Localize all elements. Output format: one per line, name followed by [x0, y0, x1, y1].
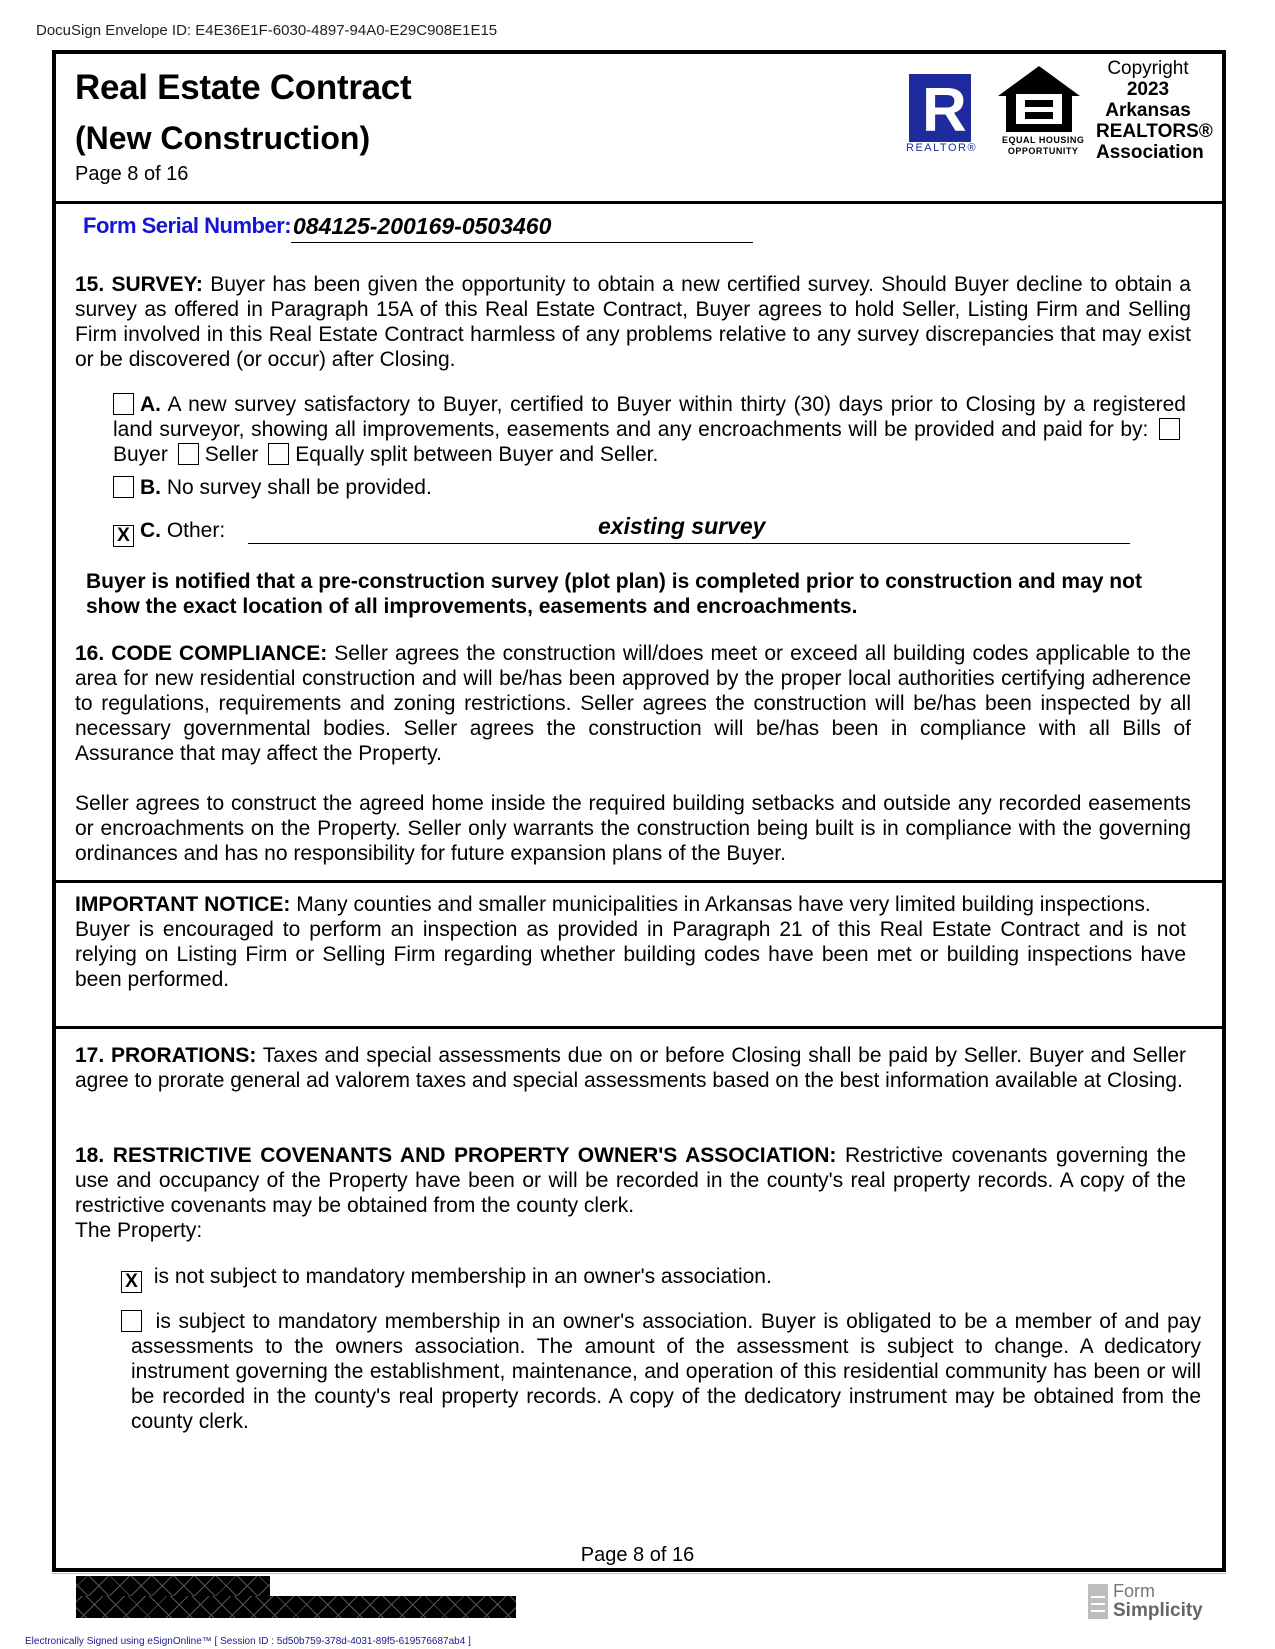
esign-session-note: Electronically Signed using eSignOnline™ [ Session ID : 5d50b759-378d-4031-89f5-619576687ab4 ] [25, 1636, 471, 1647]
form-serial-label: Form Serial Number: [83, 213, 292, 238]
document-title: Real Estate Contract [75, 68, 412, 107]
checkbox-option-b[interactable] [113, 476, 134, 498]
copyright-org: Arkansas [1105, 100, 1191, 121]
section-text: Buyer has been given the opportunity to obtain a new certified survey. Should Buyer decline to obtain a survey as offered in Paragraph 15A of this Real Estate Contract, Buyer agrees to hold Seller, Listing Firm and Selling Firm involved in this Real Estate Contract harmless of any problems relative to any survey discrepancies that may exist or be discovered (or occur) after Closing. [75, 273, 1191, 371]
form-simplicity-logo [1113, 1582, 1203, 1620]
section-heading: 18. RESTRICTIVE COVENANTS AND PROPERTY OWNER'S ASSOCIATION: [75, 1144, 837, 1167]
section-18-covenants [75, 1143, 1186, 1243]
hoa-option-subject [121, 1309, 1201, 1434]
option-letter: B. [140, 476, 161, 499]
section-17-prorations [75, 1043, 1186, 1093]
survey-option-b [113, 475, 432, 500]
checkbox-paid-by-buyer[interactable] [1159, 418, 1180, 440]
payer-label: Seller [204, 443, 259, 466]
redacted-signature [76, 1596, 516, 1618]
section-15-survey [75, 272, 1191, 372]
other-survey-field[interactable]: existing survey [598, 513, 766, 539]
eho-line2: OPPORTUNITY [1007, 146, 1079, 156]
section-16-code-compliance [75, 641, 1191, 766]
notice-text: Many counties and smaller municipalities in Arkansas have very limited building inspections. [290, 893, 1151, 916]
payer-label: Buyer [113, 443, 168, 466]
other-underline [248, 543, 1130, 544]
section-16-setbacks: Seller agrees to construct the agreed home inside the required building setbacks and outside any recorded easements or encroachments on the Property. Seller only warrants the construction being built is in compliance with the governing ordinances and has no responsibility for future expansion plans of the Buyer. [75, 792, 1191, 865]
footer-page-number: Page 8 of 16 [580, 1544, 695, 1566]
form-serial-value[interactable]: 084125-200169-0503460 [293, 213, 552, 239]
option-text: A new survey satisfactory to Buyer, certified to Buyer within thirty (30) days prior to Closing by a registered land surveyor, showing all improvements, easements and any encroachments will be provided and paid for by: [113, 393, 1186, 441]
option-text: No survey shall be provided. [161, 476, 432, 499]
section-text: Restrictive covenants governing the use and occupancy of the Property have been or will be recorded in the county's real property records. A copy of the restrictive covenants may be obtained from the county clerk. [75, 1144, 1186, 1217]
checkbox-not-subject-hoa[interactable]: X [121, 1271, 142, 1293]
serial-underline [291, 242, 753, 243]
option-letter: C. [140, 519, 161, 542]
property-lead: The Property: [75, 1219, 203, 1242]
copyright-year: 2023 [1126, 79, 1170, 100]
checkbox-option-c[interactable]: X [113, 525, 134, 547]
option-letter: A. [140, 393, 161, 416]
copyright-block [1096, 58, 1213, 163]
option-text: is subject to mandatory membership in an owner's association. Buyer is obligated to be a member of and pay assessments to the owners association. The amount of the assessment is subject to change. A dedicatory instrument governing the establishment, maintenance, and operation of this residential community has been or will be recorded in the county's real property records. A copy of the dedicatory instrument may be obtained from the county clerk. [131, 1310, 1201, 1433]
signature-divider [52, 1573, 1226, 1574]
notice-text-2: Buyer is encouraged to perform an inspection as provided in Paragraph 21 of this Real Estate Contract and is not relying on Listing Firm or Selling Firm regarding whether building codes have been met or building inspections have been performed. [75, 918, 1186, 991]
header-page-number: Page 8 of 16 [75, 163, 189, 185]
equal-housing-icon [996, 64, 1082, 134]
copyright-org: REALTORS® [1096, 121, 1213, 142]
option-text: Other: [161, 519, 226, 542]
header-divider [52, 201, 1226, 204]
hoa-option-not-subject [121, 1264, 772, 1293]
realtor-r-glyph: R [922, 76, 967, 145]
section-text: Taxes and special assessments due on or before Closing shall be paid by Seller. Buyer and Seller agree to prorate general ad valorem taxes and special assessments based on the best information available at Closing. [75, 1044, 1186, 1092]
copyright-line: Copyright [1107, 58, 1189, 79]
section-heading: 16. CODE COMPLIANCE: [75, 642, 328, 665]
eho-line1: EQUAL HOUSING [1002, 135, 1085, 145]
option-text: is not subject to mandatory membership in an owner's association. [148, 1265, 772, 1288]
realtor-label: REALTOR® [906, 142, 978, 154]
payer-label: Equally split between Buyer and Seller. [295, 443, 659, 466]
document-subtitle: (New Construction) [75, 120, 371, 156]
notice-top-divider [52, 880, 1226, 883]
important-notice [75, 892, 1186, 992]
notice-heading: IMPORTANT NOTICE: [75, 893, 291, 916]
checkbox-subject-hoa[interactable] [121, 1310, 142, 1332]
section-text: Seller agrees the construction will/does meet or exceed all building codes applicable to the area for new residential construction and will be/has been approved by the proper local authorities certifying adherence to regulations, requirements and zoning restrictions. Seller agrees the construction will be/has been inspected by all necessary governmental bodies. Seller agrees the construction will be/has been in compliance with all Bills of Assurance that may affect the Property. [75, 642, 1192, 765]
copyright-org: Association [1096, 142, 1204, 163]
brand-line1: Form [1113, 1581, 1155, 1601]
notice-bottom-divider [52, 1026, 1226, 1029]
checkbox-paid-split[interactable] [268, 443, 289, 465]
pre-construction-notice: Buyer is notified that a pre-construction survey (plot plan) is completed prior to construction and may not show the exact location of all improvements, easements and encroachments. [86, 570, 1142, 618]
equal-housing-label [1002, 135, 1084, 157]
brand-line2: Simplicity [1113, 1600, 1203, 1621]
checkbox-option-a[interactable] [113, 393, 134, 415]
survey-option-a [113, 392, 1186, 467]
section-heading: 15. SURVEY: [75, 273, 203, 296]
section-heading: 17. PRORATIONS: [75, 1044, 257, 1067]
checkbox-paid-by-seller[interactable] [178, 443, 199, 465]
form-simplicity-document-icon [1088, 1584, 1108, 1619]
survey-option-c [113, 518, 225, 547]
docusign-envelope-id: DocuSign Envelope ID: E4E36E1F-6030-4897-94A0-E29C908E1E15 [36, 22, 498, 39]
